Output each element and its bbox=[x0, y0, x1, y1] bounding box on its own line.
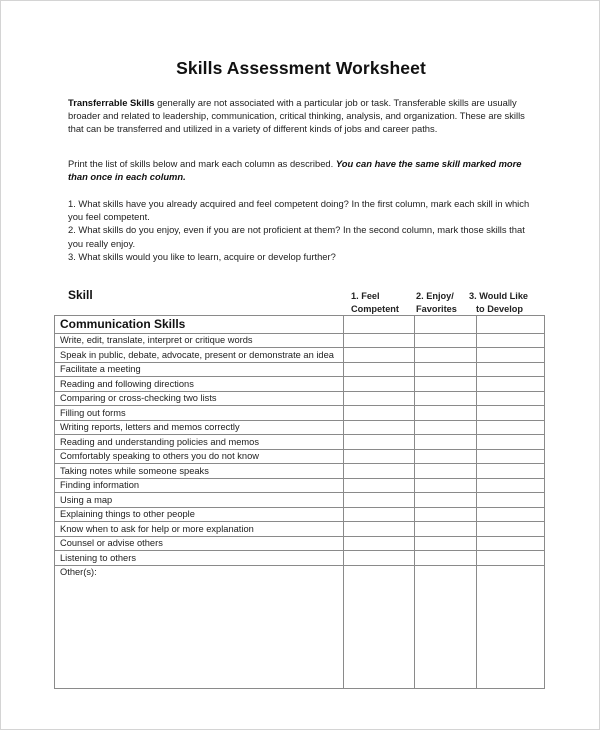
question-2: 2. What skills do you enjoy, even if you are not proficient at them? In the second column, mark those skills that you really enjoy. bbox=[68, 224, 525, 249]
skill-label: Know when to ask for help or more explanation bbox=[55, 522, 344, 537]
mark-cell-develop[interactable] bbox=[477, 333, 545, 348]
mark-cell-develop[interactable] bbox=[477, 362, 545, 377]
mark-cell-develop[interactable] bbox=[477, 435, 545, 450]
intro-paragraph bbox=[68, 96, 538, 136]
mark-cell-feel-competent[interactable] bbox=[344, 362, 415, 377]
mark-cell-develop[interactable] bbox=[477, 391, 545, 406]
table-row bbox=[55, 522, 545, 537]
mark-cell-feel-competent[interactable] bbox=[344, 464, 415, 479]
mark-cell-enjoy[interactable] bbox=[415, 507, 477, 522]
mark-cell-develop[interactable] bbox=[477, 406, 545, 421]
mark-cell-enjoy[interactable] bbox=[415, 316, 477, 334]
mark-cell-feel-competent[interactable] bbox=[344, 316, 415, 334]
skill-label: Speak in public, debate, advocate, present or demonstrate an idea bbox=[55, 348, 344, 363]
mark-cell-enjoy[interactable] bbox=[415, 362, 477, 377]
skill-label: Listening to others bbox=[55, 551, 344, 566]
skill-label: Reading and understanding policies and memos bbox=[55, 435, 344, 450]
mark-cell-enjoy[interactable] bbox=[415, 565, 477, 688]
skill-label: Writing reports, letters and memos correctly bbox=[55, 420, 344, 435]
mark-cell-develop[interactable] bbox=[477, 464, 545, 479]
mark-cell-enjoy[interactable] bbox=[415, 420, 477, 435]
skill-column-heading: Skill bbox=[68, 288, 93, 302]
mark-cell-develop[interactable] bbox=[477, 551, 545, 566]
mark-cell-enjoy[interactable] bbox=[415, 551, 477, 566]
table-row bbox=[55, 478, 545, 493]
other-row bbox=[55, 565, 545, 688]
mark-cell-develop[interactable] bbox=[477, 507, 545, 522]
skill-label: Write, edit, translate, interpret or critique words bbox=[55, 333, 344, 348]
mark-cell-enjoy[interactable] bbox=[415, 333, 477, 348]
skill-label: Taking notes while someone speaks bbox=[55, 464, 344, 479]
mark-cell-feel-competent[interactable] bbox=[344, 348, 415, 363]
table-row bbox=[55, 377, 545, 392]
page-title: Skills Assessment Worksheet bbox=[176, 58, 426, 78]
mark-cell-feel-competent[interactable] bbox=[344, 551, 415, 566]
mark-cell-enjoy[interactable] bbox=[415, 391, 477, 406]
table-row bbox=[55, 464, 545, 479]
mark-cell-enjoy[interactable] bbox=[415, 435, 477, 450]
mark-cell-enjoy[interactable] bbox=[415, 536, 477, 551]
mark-cell-feel-competent[interactable] bbox=[344, 377, 415, 392]
mark-cell-feel-competent[interactable] bbox=[344, 435, 415, 450]
column-header-enjoy-favorites bbox=[416, 290, 457, 316]
mark-cell-develop[interactable] bbox=[477, 348, 545, 363]
mark-cell-enjoy[interactable] bbox=[415, 406, 477, 421]
mark-cell-feel-competent[interactable] bbox=[344, 449, 415, 464]
mark-cell-feel-competent[interactable] bbox=[344, 420, 415, 435]
mark-cell-feel-competent[interactable] bbox=[344, 406, 415, 421]
table-row bbox=[55, 449, 545, 464]
skill-label: Finding information bbox=[55, 478, 344, 493]
mark-cell-develop[interactable] bbox=[477, 316, 545, 334]
mark-cell-feel-competent[interactable] bbox=[344, 565, 415, 688]
other-skills-field[interactable]: Other(s): bbox=[55, 565, 344, 688]
intro-bold-lead: Transferrable Skills bbox=[68, 97, 155, 108]
skill-label: Comparing or cross-checking two lists bbox=[55, 391, 344, 406]
skill-label: Explaining things to other people bbox=[55, 507, 344, 522]
table-row bbox=[55, 348, 545, 363]
mark-cell-enjoy[interactable] bbox=[415, 348, 477, 363]
mark-cell-enjoy[interactable] bbox=[415, 493, 477, 508]
mark-cell-feel-competent[interactable] bbox=[344, 522, 415, 537]
mark-cell-develop[interactable] bbox=[477, 420, 545, 435]
mark-cell-develop[interactable] bbox=[477, 522, 545, 537]
mark-cell-develop[interactable] bbox=[477, 565, 545, 688]
mark-cell-feel-competent[interactable] bbox=[344, 391, 415, 406]
mark-cell-develop[interactable] bbox=[477, 478, 545, 493]
mark-cell-feel-competent[interactable] bbox=[344, 478, 415, 493]
mark-cell-enjoy[interactable] bbox=[415, 478, 477, 493]
skill-label: Facilitate a meeting bbox=[55, 362, 344, 377]
table-row bbox=[55, 536, 545, 551]
table-row bbox=[55, 435, 545, 450]
column-header-line: Competent bbox=[351, 304, 399, 314]
print-instruction-text: Print the list of skills below and mark each column as described. bbox=[68, 158, 336, 169]
mark-cell-feel-competent[interactable] bbox=[344, 333, 415, 348]
table-row bbox=[55, 406, 545, 421]
mark-cell-develop[interactable] bbox=[477, 377, 545, 392]
skills-table bbox=[54, 315, 545, 689]
skill-label: Reading and following directions bbox=[55, 377, 344, 392]
column-header-line: 2. Enjoy/ bbox=[416, 291, 454, 301]
column-header-line: Favorites bbox=[416, 304, 457, 314]
question-list bbox=[68, 197, 538, 263]
section-row bbox=[55, 316, 545, 334]
mark-cell-enjoy[interactable] bbox=[415, 522, 477, 537]
mark-cell-feel-competent[interactable] bbox=[344, 507, 415, 522]
table-row bbox=[55, 507, 545, 522]
column-header-line: 3. Would Like bbox=[469, 291, 529, 301]
intro-text: generally are not associated with a particular job or task. Transferable skills are usually broader and related to leadership, communication, critical thinking, analysis, and organization. These are skills that can be transferred and utilized in a variety of different kinds of jobs and career paths. bbox=[68, 97, 525, 135]
mark-cell-feel-competent[interactable] bbox=[344, 536, 415, 551]
mark-cell-develop[interactable] bbox=[477, 536, 545, 551]
question-3: 3. What skills would you like to learn, acquire or develop further? bbox=[68, 250, 336, 262]
table-row bbox=[55, 333, 545, 348]
mark-cell-enjoy[interactable] bbox=[415, 464, 477, 479]
question-1: 1. What skills have you already acquired and feel competent doing? In the first column, mark each skill in which you feel competent. bbox=[68, 198, 530, 223]
table-row bbox=[55, 391, 545, 406]
skill-label: Counsel or advise others bbox=[55, 536, 344, 551]
mark-cell-enjoy[interactable] bbox=[415, 377, 477, 392]
section-title: Communication Skills bbox=[55, 316, 344, 334]
print-instruction bbox=[68, 157, 538, 183]
skill-label: Using a map bbox=[55, 493, 344, 508]
mark-cell-enjoy[interactable] bbox=[415, 449, 477, 464]
mark-cell-feel-competent[interactable] bbox=[344, 493, 415, 508]
table-row bbox=[55, 362, 545, 377]
print-instruction-emphasis: You can have the same skill marked more than once in each column. bbox=[68, 158, 522, 183]
column-header-line: 1. Feel bbox=[351, 291, 380, 301]
table-row bbox=[55, 420, 545, 435]
mark-cell-develop[interactable] bbox=[477, 493, 545, 508]
table-row bbox=[55, 551, 545, 566]
mark-cell-develop[interactable] bbox=[477, 449, 545, 464]
skill-label: Comfortably speaking to others you do not know bbox=[55, 449, 344, 464]
column-header-feel-competent bbox=[351, 290, 399, 316]
column-header-would-like-to-develop bbox=[469, 290, 528, 316]
skill-label: Filling out forms bbox=[55, 406, 344, 421]
column-header-line: to Develop bbox=[476, 304, 523, 314]
table-row bbox=[55, 493, 545, 508]
